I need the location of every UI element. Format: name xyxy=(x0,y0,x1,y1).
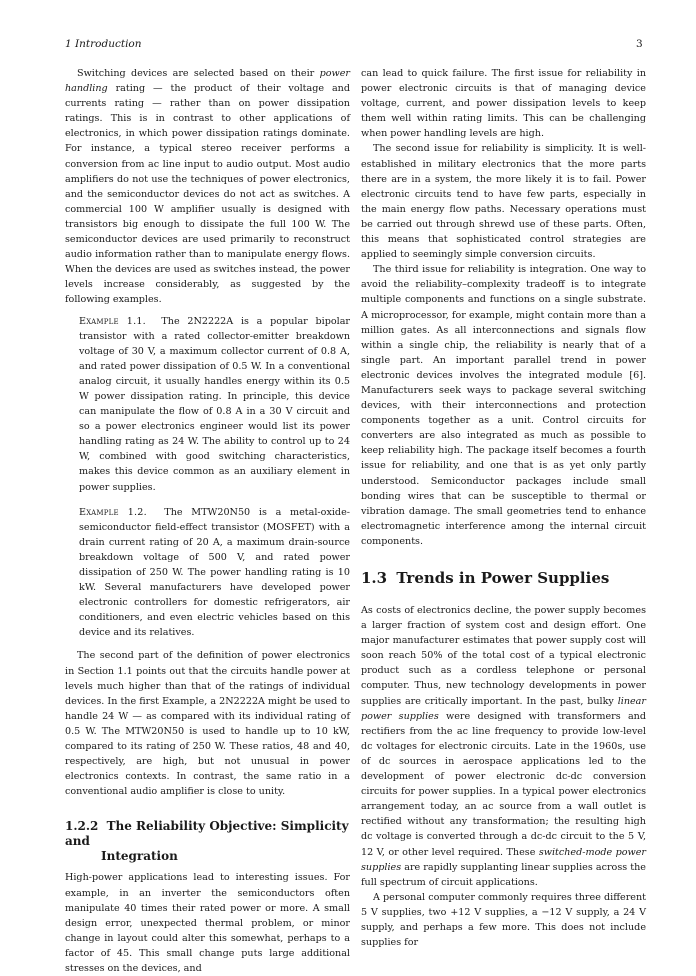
right-column xyxy=(361,66,646,950)
paragraph-quick-failure: can lead to quick failure. The first issue for reliability in power electronic circuits is that of managing device voltage, current, and power dissipation levels to keep them well within rating limits. This can be challenging when power handling levels are high. xyxy=(361,68,646,140)
paragraph-device-ratio: The second part of the definition of power electronics in Section 1.1 points out that the circuits handle power at levels much higher than that of the ratings of individual devices. In the first Example, a 2N2222A might be used to handle 24 W — as compared with its individual rating of 0.5 W. The MTW20N50 is used to handle up to 10 kW, compared to its rating of 250 W. These ratios, 48 and 40, respectively, are high, but not unusual in power electronics contexts. In contrast, the same ratio in a conventional audio amplifier is close to unity. xyxy=(65,650,350,798)
page-number: 3 xyxy=(636,38,643,50)
example-1-1: Example 1.1. The 2N2222A is a popular bipolar transistor with a rated collector-emitter breakdown voltage of 30 V, a maximum collector current of 0.8 A, and rated power dissipation of 0.5 W. In a conventional analog circuit, it usually handles energy within its 0.5 W power dissipation rating. In principle, this device can manipulate the flow of 0.8 A in a 30 V circuit and so a power electronics engineer would list its power handling rating as 24 W. The ability to control up to 24 W, combined with good switching characteristics, makes this device common as an auxiliary element in power supplies. xyxy=(79,315,351,493)
section-heading-1-2-2: 1.2.2 The Reliability Objective: Simplicity and Integration xyxy=(65,819,349,864)
paragraph-high-power-issues: High-power applications lead to interesting issues. For example, in an inverter the semiconductors often manipulate 40 times their rated power or more. A small design error, unexpected thermal problem, or minor change in layout could alter this somewhat, perhaps to a factor of 45. This small change puts large additional stresses on the devices, and xyxy=(65,872,350,974)
paragraph-power-handling: Switching devices are selected based on their power handling rating — the product of their voltage and currents rating — rather than on power dissipation ratings. This is in contrast to other applications of electronics, in which power dissipation ratings dominate. For instance, a typical stereo receiver performs a conversion from ac line input to audio output. Most audio amplifiers do not use the techniques of power electronics, and the semiconductor devices do not act as switches. A commercial 100 W amplifier usually is designed with transistors big enough to dissipate the full 100 W. The semiconductor devices are used primarily to reconstruct audio information rather than to manipulate energy flows. When the devices are used as switches instead, the power levels increase considerably, as suggested by the following examples. xyxy=(65,68,350,306)
paragraph-integration: The third issue for reliability is integration. One way to avoid the reliability–complexity tradeoff is to integrate multiple components and functions on a single substrate. A microprocessor, for example, might contain more than a million gates. As all interconnections and signals flow within a single chip, the reliability is nearly that of a single part. An important parallel trend in power electronic devices involves the integrated module [6]. Manufacturers seek ways to package several switching devices, with their interconnections and protection components together as a unit. Control circuits for converters are also integrated as much as possible to keep reliability high. The package itself becomes a fourth issue for reliability, and one that is as yet only partly understood. Semiconductor packages include small bonding wires that can be susceptible to thermal or vibration damage. The small geometries tend to enhance electromagnetic interference among the internal circuit components. xyxy=(361,264,646,547)
example-label: Example 1.1. xyxy=(79,315,146,327)
example-label: Example 1.2. xyxy=(79,506,147,518)
example-1-2: Example 1.2. The MTW20N50 is a metal-oxide-semiconductor field-effect transistor (MOSFET) with a drain current rating of 20 A, a maximum drain-source breakdown voltage of 500 V, and rated power dissipation of 250 W. The power handling rating is 10 kW. Several manufacturers have developed power electronic controllers for domestic refrigerators, air conditioners, and even electric vehicles based on this device and its relatives. xyxy=(79,506,350,639)
paragraph-simplicity: The second issue for reliability is simplicity. It is well-established in military electronics that the more parts there are in a system, the more likely it is to fail. Power electronic circuits tend to have few parts, especially in the main energy flow paths. Necessary operations must be carried out through shrewd use of these parts. Often, this means that sophisticated control strategies are applied to seemingly simple conversion circuits. xyxy=(361,143,646,261)
paragraph-pc-supplies: A personal computer commonly requires three different 5 V supplies, two +12 V supplies, a −12 V supply, a 24 V supply, and perhaps a few more. This does not include supplies for xyxy=(361,891,646,949)
section-heading-1-3: 1.3 Trends in Power Supplies xyxy=(361,569,610,587)
paragraph-power-supply-trends: As costs of electronics decline, the power supply becomes a larger fraction of system cost and design effort. One major manufacturer estimates that power supply cost will soon reach 50% of the total cost of a typical electronic product such as a cordless telephone or personal computer. Thus, new technology developments in power supplies are critically important. In the past, bulky linear power supplies were designed with transformers and rectifiers from the ac line frequency to provide low-level dc voltages for electronic circuits. Late in the 1960s, use of dc sources in aerospace applications led to the development of power electronic dc-dc conversion circuits for power supplies. In a typical power electronics arrangement today, an ac source from a wall outlet is rectified without any transformation; the resulting high dc voltage is converted through a dc-dc circuit to the 5 V, 12 V, or other level required. These switched-mode power supplies are rapidly supplanting linear supplies across the full spectrum of circuit applications. xyxy=(361,605,646,888)
left-column xyxy=(65,66,350,976)
running-header-chapter: 1 Introduction xyxy=(65,38,142,50)
